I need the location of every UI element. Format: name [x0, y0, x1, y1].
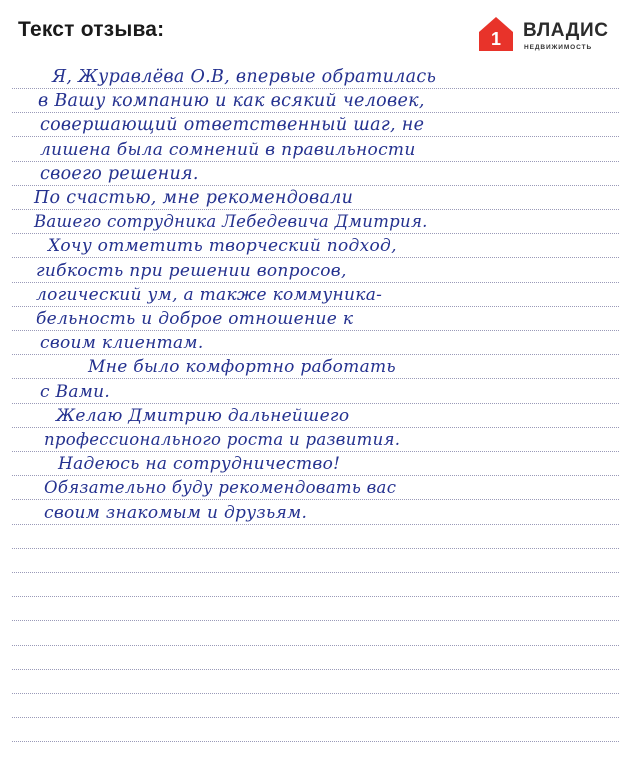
ruled-line [12, 88, 619, 89]
ruled-line [12, 596, 619, 597]
svg-text:1: 1 [490, 29, 502, 49]
handwritten-line: Вашего сотрудника Лебедевича Дмитрия. [34, 212, 428, 232]
ruled-line [12, 403, 619, 404]
ruled-line [12, 233, 619, 234]
ruled-line [12, 717, 619, 718]
house-logo-icon [478, 16, 514, 52]
ruled-line [12, 282, 619, 283]
ruled-line [12, 669, 619, 670]
handwritten-line: совершающий ответственный шаг, не [40, 115, 425, 136]
handwritten-line: профессионального роста и развития. [44, 430, 401, 449]
ruled-line [12, 330, 619, 331]
handwritten-line: бельность и доброе отношение к [36, 309, 354, 329]
ruled-line [12, 620, 619, 621]
handwritten-line: Обязательно буду рекомендовать вас [44, 478, 397, 498]
handwritten-line: своим клиентам. [40, 333, 204, 354]
page-title: Текст отзыва: [18, 18, 165, 41]
ruled-line [12, 572, 619, 573]
ruled-line [12, 354, 619, 355]
ruled-line [12, 136, 619, 137]
handwritten-line: с Вами. [40, 381, 111, 402]
ruled-line [12, 427, 619, 428]
handwritten-line: Я, Журавлёва О.В, впервые обратилась [52, 67, 437, 87]
handwritten-line: Надеюсь на сотрудничество! [58, 454, 341, 475]
ruled-line [12, 524, 619, 525]
ruled-line [12, 257, 619, 258]
handwritten-line: логический ум, а также коммуника- [36, 284, 383, 305]
ruled-line [12, 548, 619, 549]
ruled-line [12, 112, 619, 113]
ruled-line [12, 378, 619, 379]
handwritten-line: гибкость при решении вопросов, [36, 260, 347, 281]
handwritten-line: По счастью, мне рекомендовали [34, 188, 354, 208]
ruled-line [12, 451, 619, 452]
handwritten-line: Мне было комфортно работать [88, 357, 396, 378]
handwritten-line: своего решения. [40, 163, 199, 184]
ruled-line [12, 741, 619, 742]
ruled-line [12, 499, 619, 500]
handwritten-line: Хочу отметить творческий подход, [48, 236, 397, 257]
ruled-line [12, 645, 619, 646]
handwritten-line: в Вашу компанию и как всякий человек, [38, 91, 425, 112]
company-logo [478, 16, 618, 56]
handwritten-line: лишена была сомнений в правильности [40, 139, 416, 160]
handwritten-line: своим знакомым и друзьям. [44, 502, 308, 523]
ruled-line [12, 209, 619, 210]
logo-brand-text: ВЛАДИС [523, 20, 609, 41]
logo-sub-text: НЕДВИЖИМОСТЬ [524, 44, 593, 51]
ruled-line [12, 161, 619, 162]
ruled-line [12, 185, 619, 186]
handwritten-line: Желаю Дмитрию дальнейшего [56, 405, 350, 426]
handwritten-review [0, 62, 627, 768]
ruled-line [12, 306, 619, 307]
ruled-line [12, 693, 619, 694]
ruled-line [12, 475, 619, 476]
